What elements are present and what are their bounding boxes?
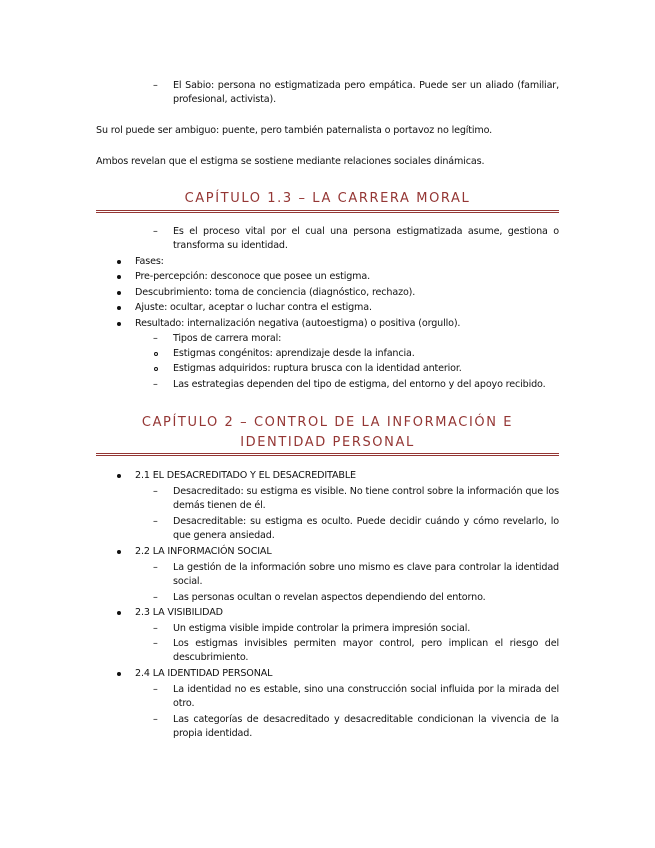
bullet-marker: [117, 474, 121, 478]
dash-marker: –: [153, 379, 158, 390]
paragraph-rol: Su rol puede ser ambiguo: puente, pero también paternalista o portavoz no legítimo.: [96, 125, 493, 136]
chapter-1-3-title: CAPÍTULO 1.3 – LA CARRERA MORAL: [184, 191, 471, 206]
chapter-2-rule: [96, 453, 559, 456]
list-item: Ajuste: ocultar, aceptar o luchar contra el estigma.: [135, 302, 372, 313]
dash-marker: –: [153, 638, 158, 649]
sub-item: Las personas ocultan o revelan aspectos dependiendo del entorno.: [173, 592, 486, 603]
bullet-marker: [117, 275, 121, 279]
section-heading-2-3: 2.3 LA VISIBILIDAD: [135, 607, 223, 618]
dash-marker: –: [153, 226, 158, 237]
sub-item: La gestión de la información sobre uno mismo es clave para controlar la identidad social.: [173, 562, 559, 587]
sub-item: Un estigma visible impide controlar la primera impresión social.: [173, 623, 471, 634]
dash-marker: –: [153, 714, 158, 725]
carrera-definition: Es el proceso vital por el cual una persona estigmatizada asume, gestiona o transforma su identidad.: [173, 226, 559, 251]
dash-marker: –: [153, 80, 158, 91]
section-heading-2-1: 2.1 EL DESACREDITADO Y EL DESACREDITABLE: [135, 470, 356, 481]
sub-item: La identidad no es estable, sino una construcción social influida por la mirada del otro.: [173, 684, 559, 709]
sub-item: Tipos de carrera moral:: [173, 333, 282, 344]
dash-marker: –: [153, 562, 158, 573]
section-heading-2-2: 2.2 LA INFORMACIÓN SOCIAL: [135, 546, 272, 557]
bullet-marker: [117, 672, 121, 676]
bullet-marker: [117, 306, 121, 310]
list-item: Descubrimiento: toma de conciencia (diagnóstico, rechazo).: [135, 287, 416, 298]
sub-item: Las estrategias dependen del tipo de estigma, del entorno y del apoyo recibido.: [173, 379, 546, 390]
bullet-marker: [117, 322, 121, 326]
sub-item: Las categorías de desacreditado y desacreditable condicionan la vivencia de la propia identidad.: [173, 714, 559, 739]
bullet-marker: [117, 611, 121, 615]
list-item: Pre-percepción: desconoce que posee un estigma.: [135, 271, 370, 282]
paragraph-ambos: Ambos revelan que el estigma se sostiene mediante relaciones sociales dinámicas.: [96, 156, 485, 167]
dash-marker: –: [153, 684, 158, 695]
dash-marker: –: [153, 486, 158, 497]
bullet-marker: [117, 291, 121, 295]
sub-item: Estigmas congénitos: aprendizaje desde la infancia.: [173, 348, 415, 359]
list-item: Resultado: internalización negativa (autoestigma) o positiva (orgullo).: [135, 318, 461, 329]
bullet-marker: [117, 550, 121, 554]
dash-marker: –: [153, 516, 158, 527]
chapter-1-3-rule: [96, 210, 559, 213]
dash-marker: –: [153, 333, 158, 344]
circle-bullet-marker: [154, 352, 158, 356]
sub-item: Estigmas adquiridos: ruptura brusca con la identidad anterior.: [173, 363, 462, 374]
bullet-marker: [117, 260, 121, 264]
section-heading-2-4: 2.4 LA IDENTIDAD PERSONAL: [135, 668, 273, 679]
sub-item: Desacreditado: su estigma es visible. No tiene control sobre la información que los demás tienen de él.: [173, 486, 559, 511]
chapter-2-title: CAPÍTULO 2 – CONTROL DE LA INFORMACIÓN E IDENTIDAD PERSONAL: [141, 415, 514, 450]
sub-item: Los estigmas invisibles permiten mayor control, pero implican el riesgo del descubrimiento.: [173, 638, 559, 663]
dash-marker: –: [153, 623, 158, 634]
sub-item: Desacreditable: su estigma es oculto. Puede decidir cuándo y cómo revelarlo, lo que genera ansiedad.: [173, 516, 559, 541]
circle-bullet-marker: [154, 367, 158, 371]
sabio-item: El Sabio: persona no estigmatizada pero empática. Puede ser un aliado (familiar, profesional, activista).: [173, 80, 559, 105]
list-item: Fases:: [135, 256, 164, 267]
dash-marker: –: [153, 592, 158, 603]
